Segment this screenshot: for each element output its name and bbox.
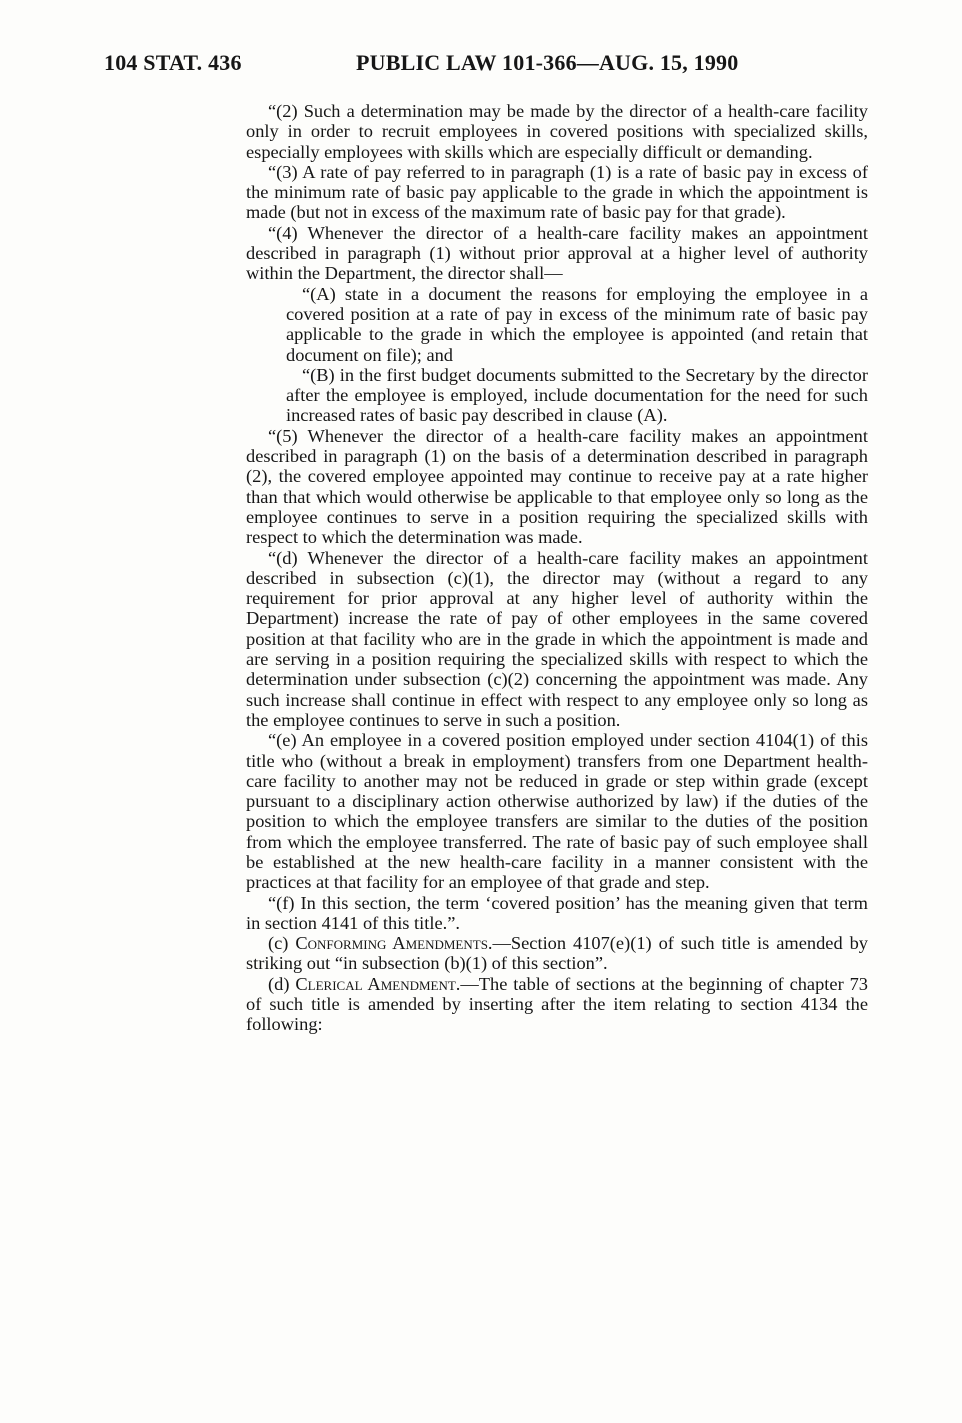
clerical-amendment-text: —The table of sections at the beginning of chapter 73 of such title is amended by inserting after the item relating to section 4134 the following:: [246, 973, 868, 1035]
public-law-title: PUBLIC LAW 101-366—AUG. 15, 1990: [356, 50, 739, 75]
clerical-amendment-heading: Clerical Amendment.: [295, 973, 461, 994]
subsection-d: “(d) Whenever the director of a health-care facility makes an appointment described in subsection (c)(1), the director may (without a regard to any requirement for prior approval at any higher level of authority within the Department) increase the rate of pay of other employees in the same covered position at that facility who are in the grade in which the appointment is made and are serving in a position requiring the specialized skills with respect to which the determination under subsection (c)(2) concerning the appointment was made. Any such increase shall continue in effect with respect to any employee only so long as the employee continues to serve in such a position.: [246, 547, 868, 730]
paragraph-4: “(4) Whenever the director of a health-care facility makes an appointment described in paragraph (1) without prior approval at a higher level of authority within the Department, the director shall—: [246, 222, 868, 284]
paragraph-3: “(3) A rate of pay referred to in paragraph (1) is a rate of basic pay in excess of the minimum rate of basic pay applicable to the grade in which the appointment is made (but not in excess of the maximum rate of basic pay for that grade).: [246, 161, 868, 223]
clause-4b: “(B) in the first budget documents submitted to the Secretary by the director after the employee is employed, include documentation for the need for such increased rates of basic pay described in clause (A).: [286, 364, 868, 426]
document-body: [246, 101, 868, 1035]
clause-4a: “(A) state in a document the reasons for employing the employee in a covered position at a rate of pay in excess of the minimum rate of basic pay applicable to the grade in which the employee is appointed (and retain that document on file); and: [286, 283, 868, 365]
subsection-f: “(f) In this section, the term ‘covered position’ has the meaning given that term in section 4141 of this title.”.: [246, 892, 868, 933]
paragraph-2: “(2) Such a determination may be made by the director of a health-care facility only in order to recruit employees in covered positions with specialized skills, especially employees with skills which are especially difficult or demanding.: [246, 101, 868, 162]
clerical-amendment: [246, 974, 868, 1035]
subsection-e: “(e) An employee in a covered position employed under section 4104(1) of this title who (without a break in employment) transfers from one Department health-care facility to another may not be reduced in grade or step within grade (except pursuant to a disciplinary action otherwise authorized by law) if the duties of the position to which the employee transfers are similar to the duties of the position from which the employee transferred. The rate of basic pay of such employee shall be established at the new health-care facility in a manner consistent with the practices at that facility for an employee of that grade and step.: [246, 730, 868, 893]
paragraph-5: “(5) Whenever the director of a health-care facility makes an appointment described in paragraph (1) on the basis of a determination described in paragraph (2), the covered employee appointed may continue to receive pay at a rate higher than that which would otherwise be applicable to that employee only so long as the employee continues to serve in a position requiring the specialized skills with respect to which the determination was made.: [246, 425, 868, 548]
conforming-amendments: [246, 933, 868, 974]
clerical-amendment-number: (d): [268, 973, 290, 994]
statute-page-number: 104 STAT. 436: [104, 50, 242, 75]
conforming-amendments-heading: Conforming Amendments.: [295, 933, 493, 954]
conforming-amendments-text: —Section 4107(e)(1) of such title is amended by striking out “in subsection (b)(1) of this section”.: [246, 933, 868, 974]
page-header: [104, 50, 870, 80]
conforming-amendments-number: (c): [268, 933, 289, 954]
